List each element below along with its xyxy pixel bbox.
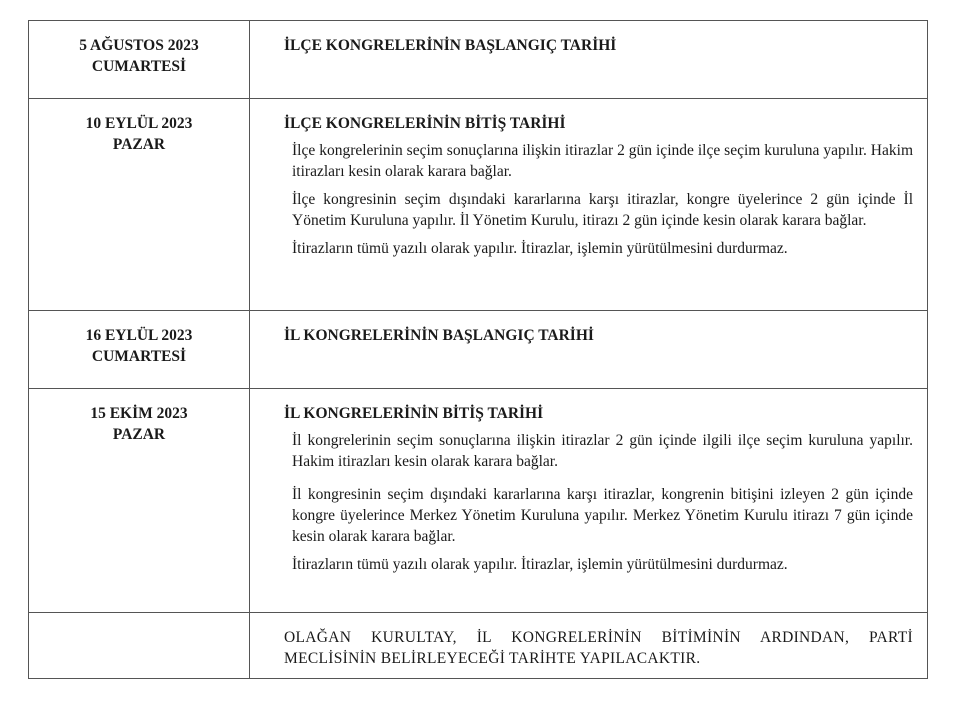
date-cell <box>29 99 250 311</box>
date-cell <box>29 389 250 613</box>
table-row <box>29 99 928 311</box>
objection-paragraph: İl kongresinin seçim dışındaki kararlarına karşı itirazlar, kongrenin bitişini izleyen 2 gün içinde kongre üyelerince Merkez Yönetim Kuruluna yapılır. Merkez Yönetim Kurulu itirazı 7 gün içinde kesin olarak karara bağlar. <box>292 486 913 545</box>
event-heading: İLÇE KONGRELERİNİN BAŞLANGIÇ TARİHİ <box>284 37 617 54</box>
table-row <box>29 311 928 389</box>
date-cell <box>29 613 250 679</box>
date-text: 16 EYLÜL 2023 <box>85 327 193 344</box>
table-row <box>29 21 928 99</box>
objection-note: İtirazların tümü yazılı olarak yapılır. İtirazlar, işlemin yürütülmesini durdurmaz. <box>292 556 788 573</box>
content-cell <box>250 311 928 389</box>
day-text: CUMARTESİ <box>91 348 187 365</box>
congress-schedule-table <box>28 20 928 679</box>
day-text: CUMARTESİ <box>91 58 187 75</box>
content-cell <box>250 613 928 679</box>
content-cell <box>250 21 928 99</box>
day-text: PAZAR <box>112 136 166 153</box>
event-heading: İL KONGRELERİNİN BAŞLANGIÇ TARİHİ <box>284 327 594 344</box>
event-heading: İL KONGRELERİNİN BİTİŞ TARİHİ <box>284 405 544 422</box>
table-row <box>29 389 928 613</box>
table-row <box>29 613 928 679</box>
date-text: 10 EYLÜL 2023 <box>85 115 193 132</box>
objection-paragraph: İlçe kongrelerinin seçim sonuçlarına ilişkin itirazlar 2 gün içinde ilçe seçim kuruluna yapılır. Hakim itirazları kesin olarak karara bağlar. <box>292 142 913 180</box>
date-cell <box>29 311 250 389</box>
objection-paragraph: İlçe kongresinin seçim dışındaki kararlarına karşı itirazlar, kongre üyelerince 2 gün içinde İl Yönetim Kuruluna yapılır. İl Yönetim Kurulu, itirazı 2 gün içinde kesin olarak karara bağlar. <box>292 191 913 229</box>
event-heading: İLÇE KONGRELERİNİN BİTİŞ TARİHİ <box>284 115 566 132</box>
objection-paragraph: İl kongrelerinin seçim sonuçlarına ilişkin itirazlar 2 gün içinde ilgili ilçe seçim kuruluna yapılır. Hakim itirazları kesin olarak karara bağlar. <box>292 432 913 470</box>
kurultay-statement: OLAĞAN KURULTAY, İL KONGRELERİNİN BİTİMİNİN ARDINDAN, PARTİ MECLİSİNİN BELİRLEYECEĞİ TARİHTE YAPILACAKTIR. <box>284 629 913 667</box>
content-cell <box>250 389 928 613</box>
day-text: PAZAR <box>112 426 166 443</box>
content-cell <box>250 99 928 311</box>
date-text: 5 AĞUSTOS 2023 <box>79 37 199 54</box>
objection-note: İtirazların tümü yazılı olarak yapılır. İtirazlar, işlemin yürütülmesini durdurmaz. <box>292 240 788 257</box>
date-text: 15 EKİM 2023 <box>90 405 188 422</box>
date-cell <box>29 21 250 99</box>
